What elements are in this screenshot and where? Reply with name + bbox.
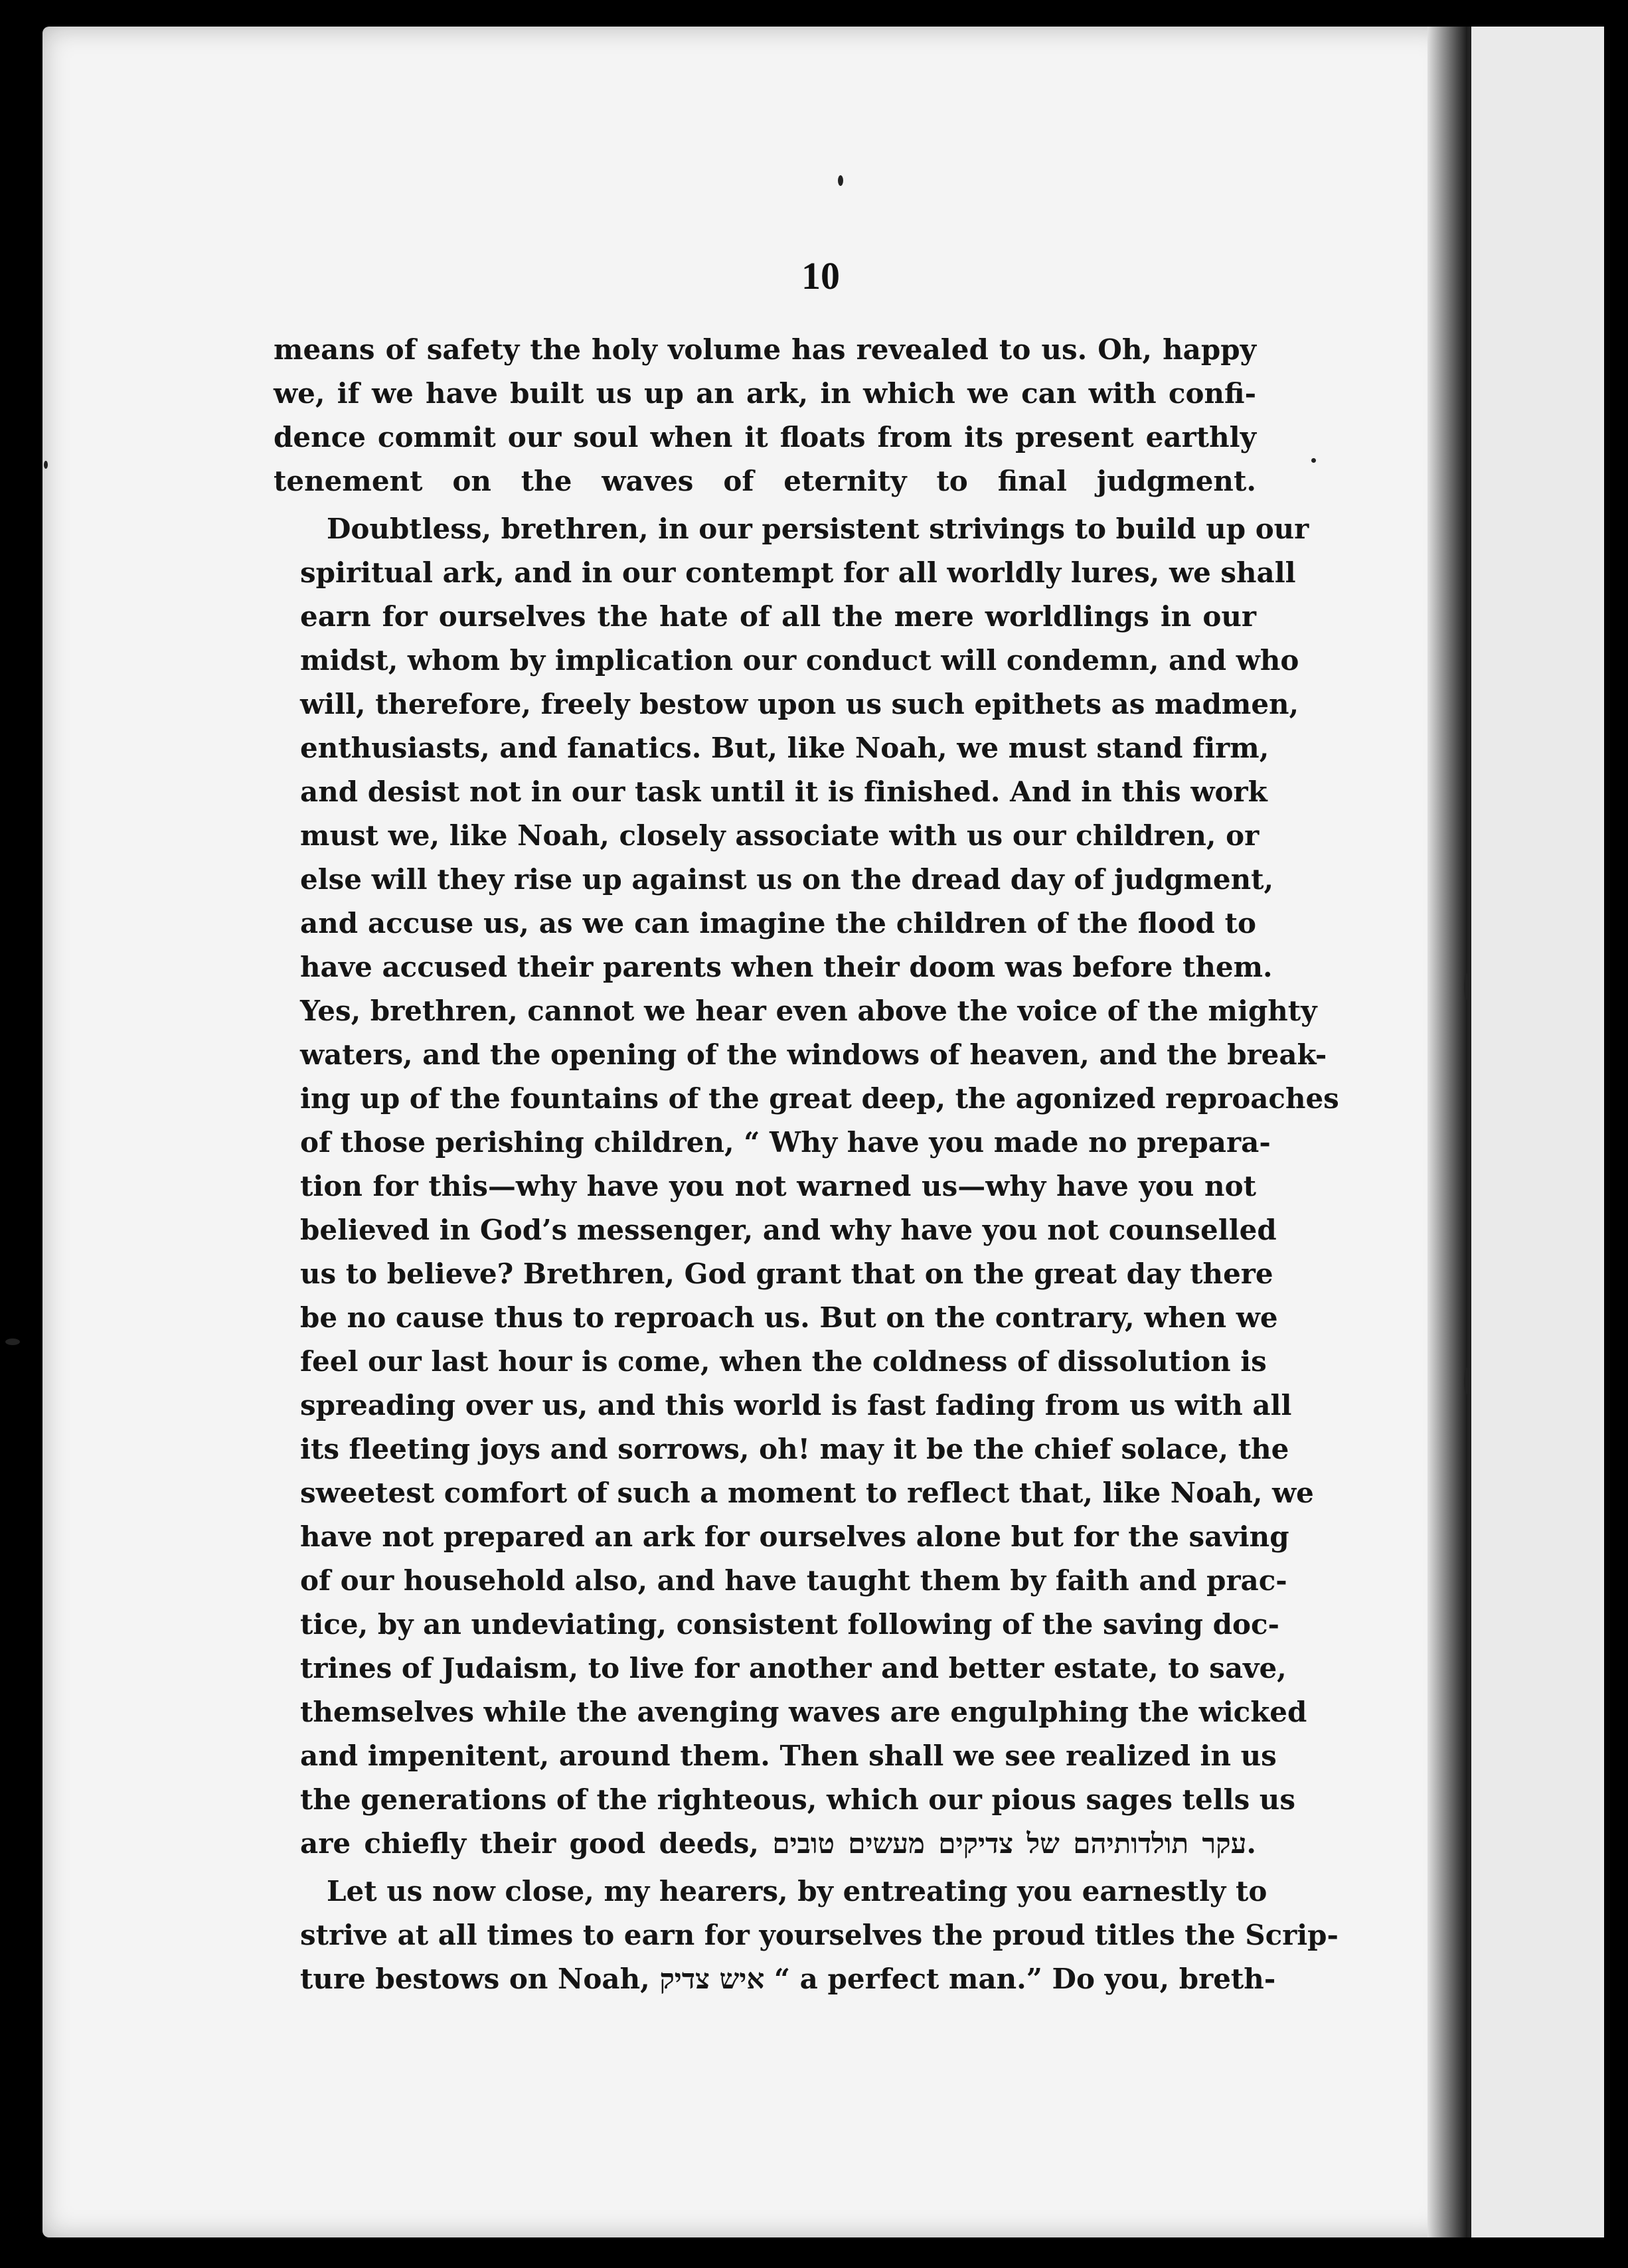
text-line: feel our last hour is come, when the coldness of dissolution is — [300, 1345, 1267, 1378]
text-line: ing up of the fountains of the great deep, the agonized reproaches — [300, 1082, 1339, 1115]
text-line: we, if we have built us up an ark, in which we can with confi- — [274, 377, 1256, 410]
text-line: Doubtless, brethren, in our persistent strivings to build up our — [327, 513, 1309, 545]
text-line: have accused their parents when their doom was before them. — [300, 951, 1273, 983]
text-line: of our household also, and have taught them by faith and prac- — [300, 1564, 1287, 1597]
text-line: tion for this—why have you not warned us—why have you not — [300, 1170, 1256, 1202]
text-line: its fleeting joys and sorrows, oh! may it be the chief solace, the — [300, 1433, 1289, 1465]
text-line: are chiefly their good deeds, עקר תולדותיהם של צדיקים מעשים טובים. — [300, 1827, 1256, 1860]
text-line: earn for ourselves the hate of all the mere worldlings in our — [300, 600, 1256, 633]
text-line: midst, whom by implication our conduct will condemn, and who — [300, 644, 1299, 677]
text-line: else will they rise up against us on the dread day of judgment, — [300, 863, 1274, 896]
text-line: have not prepared an ark for ourselves alone but for the saving — [300, 1520, 1289, 1553]
paragraph — [274, 1870, 1339, 2001]
paragraph — [274, 507, 1339, 1866]
text-line: the generations of the righteous, which our pious sages tells us — [300, 1783, 1295, 1816]
text-line: tenement on the waves of eternity to final judgment. — [274, 465, 1256, 497]
text-line: trines of Judaism, to live for another and better estate, to save, — [300, 1652, 1287, 1684]
text-line: enthusiasts, and fanatics. But, like Noah, we must stand firm, — [300, 732, 1269, 764]
binding-shadow — [1427, 27, 1467, 2237]
text-line: Let us now close, my hearers, by entreating you earnestly to — [327, 1875, 1267, 1907]
text-line: must we, like Noah, closely associate with us our children, or — [300, 819, 1260, 852]
text-line: dence commit our soul when it floats from its present earthly — [274, 421, 1256, 453]
text-line: Yes, brethren, cannot we hear even above the voice of the mighty — [300, 995, 1317, 1027]
text-line: spiritual ark, and in our contempt for all worldly lures, we shall — [300, 556, 1296, 589]
page-number: 10 — [801, 254, 840, 297]
text-line: of those perishing children, “ Why have you made no prepara- — [300, 1126, 1271, 1159]
text-line: means of safety the holy volume has revealed to us. Oh, happy — [274, 333, 1256, 366]
next-page-edge — [1467, 27, 1604, 2237]
text-line: spreading over us, and this world is fast fading from us with all — [300, 1389, 1292, 1421]
text-line: be no cause thus to reproach us. But on the contrary, when we — [300, 1301, 1278, 1334]
text-line: tice, by an undeviating, consistent following of the saving doc- — [300, 1608, 1279, 1641]
body-text — [274, 328, 1339, 2001]
text-line: and impenitent, around them. Then shall we see realized in us — [300, 1740, 1277, 1772]
text-line: and accuse us, as we can imagine the children of the flood to — [300, 907, 1256, 939]
text-line: ture bestows on Noah, איש צדיק “ a perfect man.” Do you, breth- — [300, 1963, 1276, 1995]
text-line: strive at all times to earn for yourselves the proud titles the Scrip- — [300, 1919, 1339, 1951]
paragraph — [274, 328, 1256, 503]
text-line: will, therefore, freely bestow upon us such epithets as madmen, — [300, 688, 1299, 720]
text-line: and desist not in our task until it is finished. And in this work — [300, 775, 1267, 808]
text-line: themselves while the avenging waves are engulphing the wicked — [300, 1696, 1307, 1728]
text-line: us to believe? Brethren, God grant that on the great day there — [300, 1257, 1273, 1290]
text-line: waters, and the opening of the windows of heaven, and the break- — [300, 1038, 1327, 1071]
text-line: believed in God’s messenger, and why have you not counselled — [300, 1214, 1277, 1246]
text-line: sweetest comfort of such a moment to reflect that, like Noah, we — [300, 1477, 1314, 1509]
